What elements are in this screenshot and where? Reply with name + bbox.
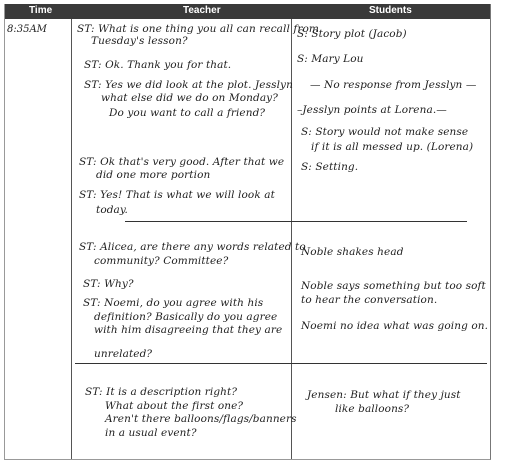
- student-line: Jensen: But what if they just: [307, 389, 461, 401]
- student-line: –Jesslyn points at Lorena.—: [297, 104, 447, 116]
- student-line: S: Story would not make sense: [301, 126, 469, 138]
- teacher-line: did one more portion: [96, 169, 211, 181]
- student-line: S: Mary Lou: [297, 53, 364, 65]
- time-entry: 8:35AM: [7, 24, 47, 35]
- teacher-line: with him disagreeing that they are: [94, 324, 283, 336]
- teacher-line: in a usual event?: [105, 427, 197, 439]
- teacher-line: Tuesday's lesson?: [91, 35, 188, 47]
- teacher-line: ST: Alicea, are there any words related to: [79, 241, 306, 253]
- teacher-line: unrelated?: [94, 348, 153, 360]
- teacher-line: Do you want to call a friend?: [109, 107, 266, 119]
- teacher-line: ST: Yes! That is what we will look at: [79, 189, 275, 201]
- teacher-line: ST: What is one thing you all can recall from: [77, 23, 319, 35]
- teacher-line: ST: Ok that's very good. After that we: [79, 156, 285, 168]
- teacher-line: Aren't there balloons/flags/banners: [105, 413, 297, 425]
- teacher-line: definition? Basically do you agree: [94, 311, 278, 323]
- teacher-line: ST: Noemi, do you agree with his: [83, 297, 264, 309]
- header-time: Time: [29, 5, 53, 16]
- time-column-divider: [71, 19, 72, 459]
- row-divider: [75, 363, 487, 364]
- teacher-line: what else did we do on Monday?: [101, 92, 278, 104]
- student-line: Noemi no idea what was going on.: [301, 320, 489, 332]
- teacher-line: community? Committee?: [94, 255, 229, 267]
- student-line: S: Story plot (Jacob): [297, 28, 407, 40]
- table-header: [5, 4, 490, 19]
- student-line: like balloons?: [335, 403, 410, 415]
- student-line: if it is all messed up. (Lorena): [311, 141, 474, 153]
- student-line: Noble shakes head: [301, 246, 404, 258]
- teacher-line: What about the first one?: [105, 400, 244, 412]
- teacher-line: today.: [96, 204, 128, 216]
- student-line: S: Setting.: [301, 161, 359, 173]
- header-students: Students: [369, 5, 412, 16]
- row-divider: [125, 221, 467, 222]
- student-line: to hear the conversation.: [301, 294, 438, 306]
- teacher-line: ST: Why?: [83, 278, 134, 290]
- header-teacher: Teacher: [183, 5, 221, 16]
- teacher-line: ST: Yes we did look at the plot. Jesslyn: [84, 79, 293, 91]
- teacher-line: ST: Ok. Thank you for that.: [84, 59, 232, 71]
- student-line: — No response from Jesslyn —: [310, 79, 477, 91]
- student-line: Noble says something but too soft: [301, 280, 486, 292]
- teacher-line: ST: It is a description right?: [85, 386, 238, 398]
- observation-table: [4, 4, 491, 460]
